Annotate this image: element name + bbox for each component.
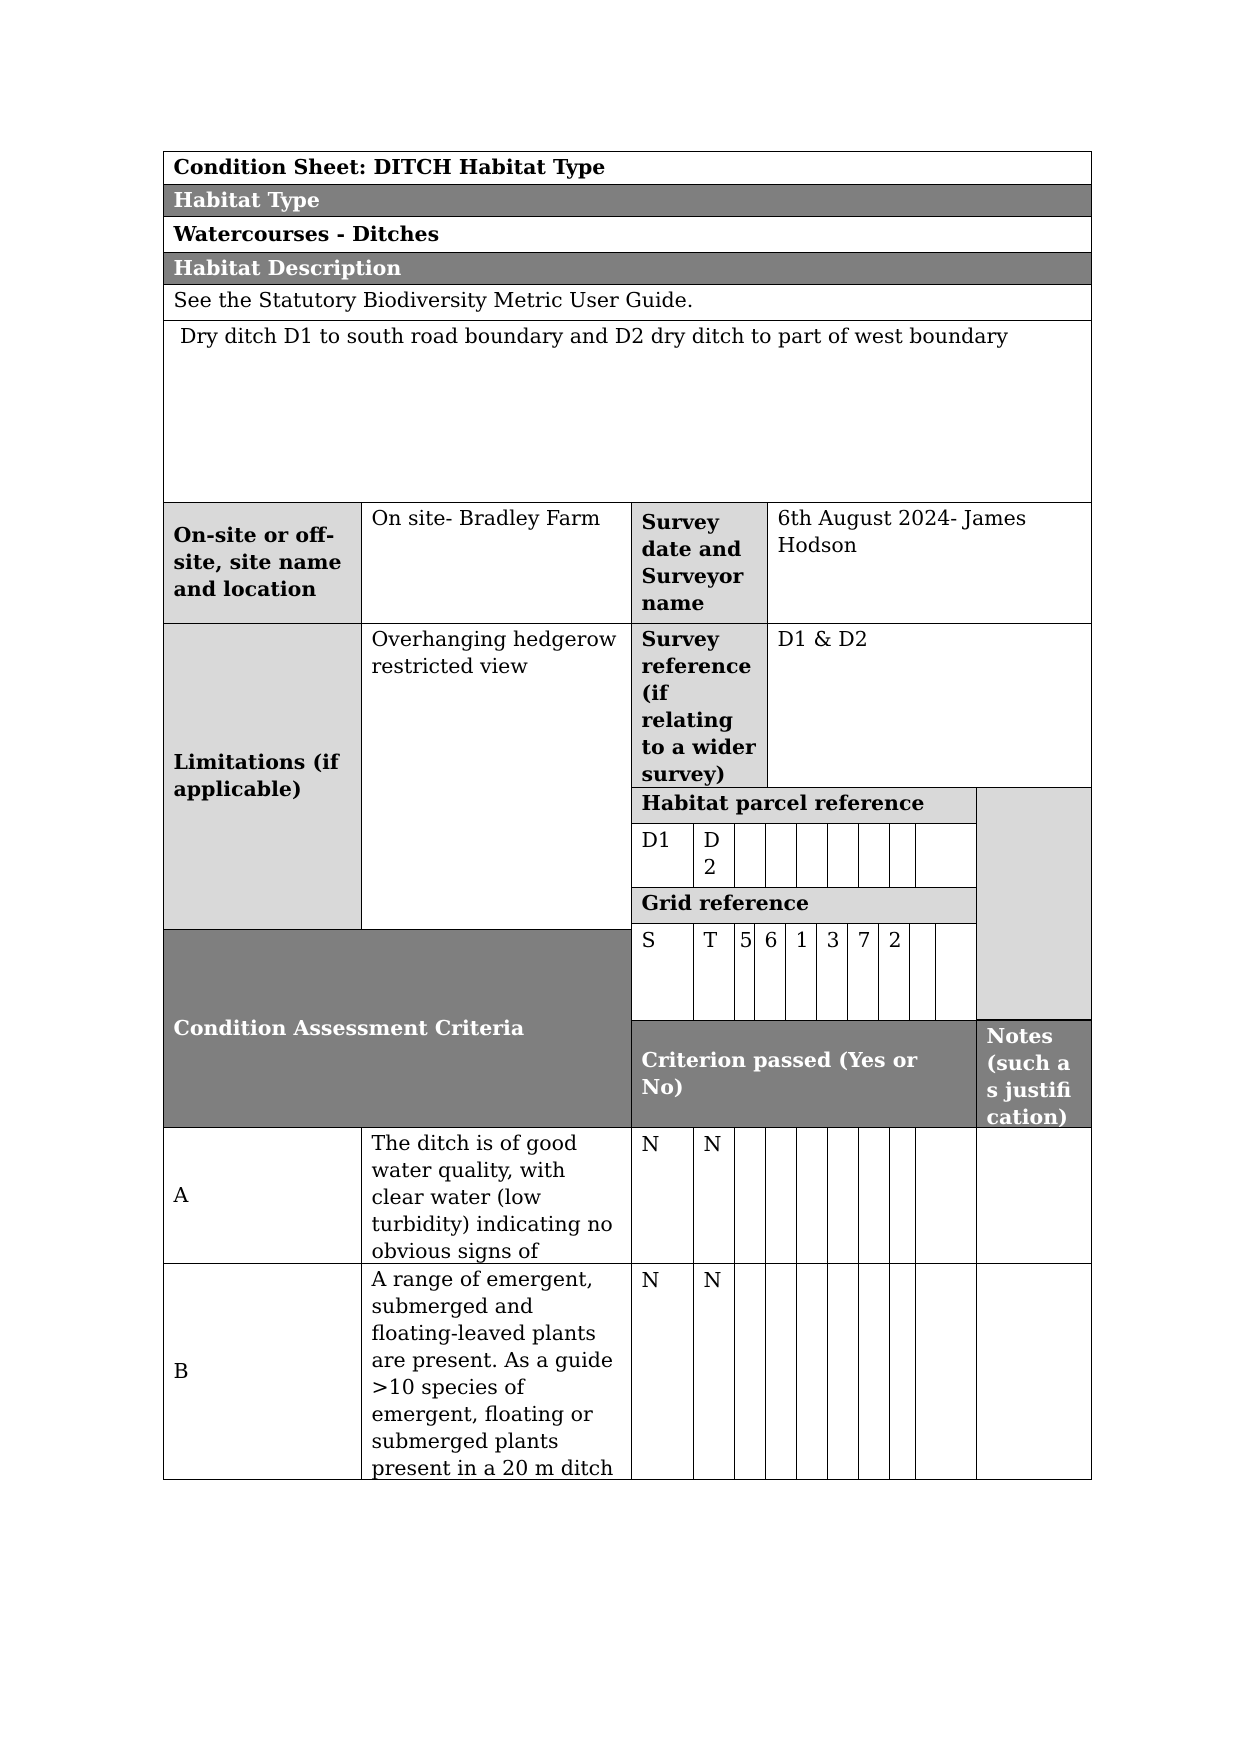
criteria-header: Condition Assessment Criteria: [163, 929, 632, 1128]
criterion-result: [734, 1263, 766, 1480]
criterion-result: [827, 1263, 859, 1480]
criterion-result: [796, 1263, 828, 1480]
habitat-type-value: Watercourses - Ditches: [163, 216, 1092, 253]
condition-sheet: [163, 151, 1092, 1479]
parcel-cell: [734, 823, 766, 888]
parcel-cell: [765, 823, 797, 888]
grid-cell: 6: [754, 923, 786, 1021]
criterion-result: [858, 1263, 890, 1480]
parcel-cell: D1: [631, 823, 694, 888]
grid-cell: [935, 923, 977, 1021]
site-value: On site- Bradley Farm: [361, 502, 632, 624]
survey-date-value: 6th August 2024- James Hodson: [767, 502, 1092, 624]
survey-date-label: Survey date and Surveyor name: [631, 502, 768, 624]
grid-cell: 5: [734, 923, 755, 1021]
criterion-notes: [976, 1127, 1092, 1264]
criterion-result: [796, 1127, 828, 1264]
parcel-cell: [858, 823, 890, 888]
criterion-result: [827, 1127, 859, 1264]
criterion-result: N: [631, 1127, 694, 1264]
sheet-title: Condition Sheet: DITCH Habitat Type: [163, 151, 1092, 185]
grid-cell: T: [693, 923, 735, 1021]
criterion-notes: [976, 1263, 1092, 1480]
habitat-parcel-label: Habitat parcel reference: [631, 787, 977, 824]
grid-reference-label: Grid reference: [631, 887, 977, 924]
habitat-description-text: Dry ditch D1 to south road boundary and D2 dry ditch to part of west boundary: [163, 320, 1092, 503]
criterion-result: [858, 1127, 890, 1264]
limitations-value: Overhanging hedgerow restricted view: [361, 623, 632, 930]
parcel-cell: [796, 823, 828, 888]
habitat-description-guide: See the Statutory Biodiversity Metric User Guide.: [163, 284, 1092, 321]
grid-cell: S: [631, 923, 694, 1021]
criterion-result: [765, 1263, 797, 1480]
grid-cell: 1: [785, 923, 817, 1021]
grid-cell: 2: [878, 923, 910, 1021]
criterion-result: N: [631, 1263, 694, 1480]
grid-cell: [909, 923, 936, 1021]
criterion-result: [889, 1127, 916, 1264]
criterion-result: [765, 1127, 797, 1264]
habitat-description-header: Habitat Description: [163, 252, 1092, 285]
parcel-cell: [915, 823, 977, 888]
criterion-result: [734, 1127, 766, 1264]
parcel-cell: [889, 823, 916, 888]
grid-cell: 3: [816, 923, 848, 1021]
criterion-result: [915, 1263, 977, 1480]
criterion-text: A range of emergent, submerged and floating-leaved plants are present. As a guide >10 species of emergent, floating or submerged plants present in a 20 m ditch: [361, 1263, 632, 1480]
criterion-text: The ditch is of good water quality, with clear water (low turbidity) indicating no obvious signs of: [361, 1127, 632, 1264]
criterion-result: [889, 1263, 916, 1480]
grid-cell: 7: [847, 923, 879, 1021]
criterion-result: N: [693, 1127, 735, 1264]
criterion-result: [915, 1127, 977, 1264]
notes-spacer: [976, 787, 1092, 1020]
criterion-passed-header: Criterion passed (Yes or No): [631, 1020, 977, 1128]
criterion-id: A: [163, 1127, 362, 1264]
survey-reference-value: D1 & D2: [767, 623, 1092, 788]
notes-header: Notes (such as justification): [976, 1020, 1092, 1128]
criterion-result: N: [693, 1263, 735, 1480]
survey-reference-label: Survey reference (if relating to a wider survey): [631, 623, 768, 788]
limitations-label: Limitations (if applicable): [163, 623, 362, 930]
habitat-type-header: Habitat Type: [163, 184, 1092, 217]
criterion-id: B: [163, 1263, 362, 1480]
parcel-cell: [827, 823, 859, 888]
site-label: On-site or off-site, site name and location: [163, 502, 362, 624]
parcel-cell: D 2: [693, 823, 735, 888]
